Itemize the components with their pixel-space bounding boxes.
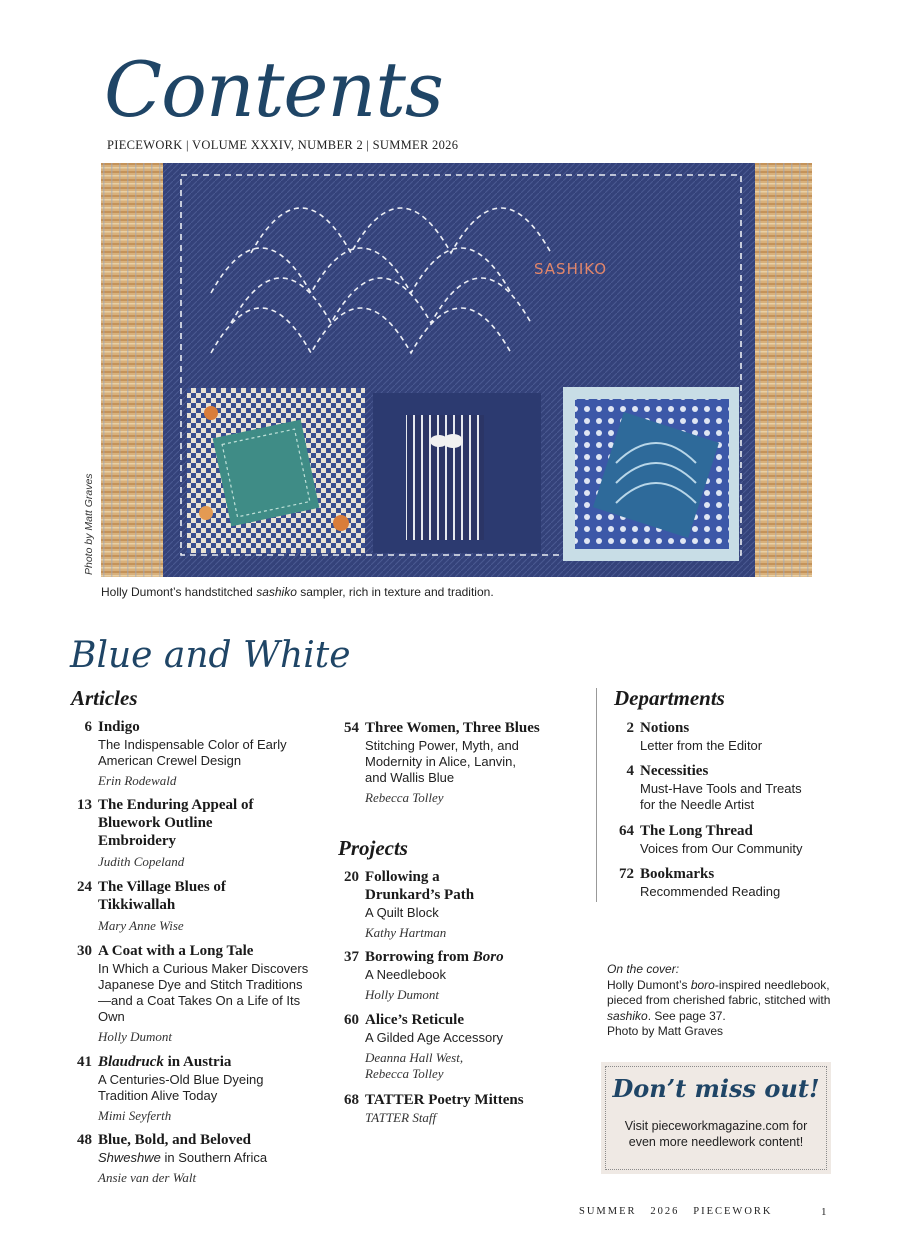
cover-note-italic-2: sashiko [607, 1008, 648, 1023]
cover-note-text-3: . See page 37. [647, 1008, 726, 1023]
entry-title: TATTER Poetry Mittens [365, 1092, 524, 1108]
entry-page-number: 72 [619, 866, 634, 882]
entry-page-number: 30 [77, 943, 92, 959]
entry-page-number: 64 [619, 823, 634, 839]
toc-entry[interactable] [344, 1011, 505, 1082]
entry-title: Alice’s Reticule [365, 1012, 464, 1028]
entry-title: Following a Drunkard’s Path [365, 869, 475, 903]
page-number: 1 [821, 1206, 827, 1218]
entry-description: A Quilt Block [365, 905, 439, 920]
photo-credit: Photo by Matt Graves [83, 473, 95, 575]
toc-entry[interactable] [619, 822, 830, 857]
caption-text-2: sampler, rich in texture and tradition. [296, 585, 494, 599]
entry-author: Mary Anne Wise [98, 918, 184, 933]
toc-entry[interactable] [77, 942, 313, 1045]
entry-page-number: 2 [626, 720, 634, 736]
toc-entry[interactable] [344, 948, 565, 1003]
svg-text:SASHIKO: SASHIKO [534, 260, 608, 278]
entry-author: Holly Dumont [365, 987, 440, 1002]
section-title: Blue and White [70, 635, 351, 676]
entry-description-rest: in Southern Africa [160, 1150, 268, 1165]
cover-note-text-2: -inspired needlebook, pieced from cherished fabric, stitched with [607, 977, 831, 1007]
entry-author: Mimi Seyferth [98, 1108, 172, 1123]
toc-entry[interactable] [344, 868, 505, 941]
entry-description: In Which a Curious Maker Discovers Japanese Dye and Stitch Traditions—and a Coat Takes On a Life of Its Own [98, 961, 309, 1024]
entry-description: A Centuries-Old Blue Dyeing Tradition Alive Today [98, 1072, 264, 1103]
cover-note-text [607, 978, 837, 1025]
caption-italic: sashiko [256, 585, 297, 599]
entry-author: Deanna Hall West, Rebecca Tolley [365, 1050, 464, 1081]
toc-entry[interactable] [626, 762, 820, 813]
column-divider [596, 688, 597, 902]
entry-title: Indigo [98, 719, 140, 735]
entry-title-rest: in Austria [163, 1054, 232, 1070]
promo-box[interactable] [601, 1062, 831, 1174]
toc-entry[interactable] [344, 1091, 565, 1126]
entry-description: Must-Have Tools and Treats for the Needle Artist [640, 781, 802, 812]
entry-author: Ansie van der Walt [98, 1170, 197, 1185]
entry-title: The Village Blues of Tikkiwallah [98, 879, 226, 913]
toc-entry[interactable] [77, 796, 288, 870]
entry-description: A Needlebook [365, 967, 446, 982]
toc-entry[interactable] [84, 718, 298, 789]
photo-caption [101, 585, 494, 599]
caption-text-1: Holly Dumont’s handstitched [101, 585, 257, 599]
promo-text: Visit pieceworkmagazine.com for even more needlework content! [624, 1119, 808, 1149]
toc-entry[interactable] [77, 878, 258, 934]
toc-entry[interactable] [619, 865, 830, 900]
entry-description: A Gilded Age Accessory [365, 1030, 504, 1045]
entry-author: Judith Copeland [98, 854, 185, 869]
departments-heading: Departments [614, 686, 725, 710]
entry-page-number: 37 [344, 949, 359, 965]
entry-page-number: 20 [344, 869, 359, 885]
entry-description-italic: Shweshwe [98, 1150, 161, 1165]
entry-page-number: 13 [77, 797, 92, 813]
entry-title: Blue, Bold, and Beloved [98, 1132, 251, 1148]
entry-title: Notions [640, 720, 690, 736]
cover-note-label: On the cover: [607, 962, 680, 976]
entry-title: The Long Thread [640, 823, 753, 839]
entry-page-number: 24 [77, 879, 92, 895]
page-title: Contents [104, 45, 443, 134]
entry-description: The Indispensable Color of Early American Crewel Design [98, 737, 287, 768]
entry-title-text: Borrowing from [365, 949, 473, 965]
entry-description: Stitching Power, Myth, and Modernity in Alice, Lanvin, and Wallis Blue [365, 738, 519, 785]
entry-title-italic: Boro [472, 949, 504, 965]
entry-page-number: 48 [77, 1132, 92, 1148]
entry-title: Necessities [640, 763, 709, 779]
sashiko-sampler-photo [101, 163, 812, 577]
toc-entry[interactable] [626, 719, 830, 754]
entry-author: Holly Dumont [98, 1029, 173, 1044]
articles-heading: Articles [71, 686, 138, 710]
entry-title: Bookmarks [640, 866, 715, 882]
toc-entry[interactable] [344, 719, 575, 806]
entry-title [365, 948, 565, 966]
entry-description: Recommended Reading [640, 884, 781, 899]
entry-page-number: 68 [344, 1092, 359, 1108]
entry-title: Three Women, Three Blues [365, 720, 540, 736]
entry-author: Rebecca Tolley [365, 790, 444, 805]
entry-author: Kathy Hartman [365, 925, 447, 940]
entry-title: The Enduring Appeal of Bluework Outline Embroidery [98, 797, 254, 849]
entry-description [98, 1150, 313, 1166]
entry-title-italic: Blaudruck [98, 1054, 164, 1070]
entry-description: Voices from Our Community [640, 841, 803, 856]
cover-note-italic-1: boro [690, 977, 715, 992]
cover-note-credit: Photo by Matt Graves [607, 1024, 724, 1038]
entry-description: Letter from the Editor [640, 738, 763, 753]
entry-page-number: 6 [84, 719, 92, 735]
cover-note-text-1: Holly Dumont’s [607, 977, 691, 992]
toc-entry[interactable] [77, 1053, 308, 1124]
running-footer: SUMMER 2026 PIECEWORK [579, 1206, 773, 1217]
entry-page-number: 54 [344, 720, 359, 736]
entry-page-number: 4 [626, 763, 634, 779]
promo-title: Don’t miss out! [612, 1074, 820, 1103]
entry-title [98, 1053, 308, 1071]
cover-note [607, 962, 837, 1040]
entry-page-number: 41 [77, 1054, 92, 1070]
issue-line: PIECEWORK | VOLUME XXXIV, NUMBER 2 | SUMMER 2026 [107, 138, 459, 152]
entry-page-number: 60 [344, 1012, 359, 1028]
entry-author: TATTER Staff [365, 1110, 437, 1125]
projects-heading: Projects [338, 836, 408, 860]
entry-title: A Coat with a Long Tale [98, 943, 254, 959]
entry-author: Erin Rodewald [98, 773, 177, 788]
toc-entry[interactable] [77, 1131, 313, 1186]
